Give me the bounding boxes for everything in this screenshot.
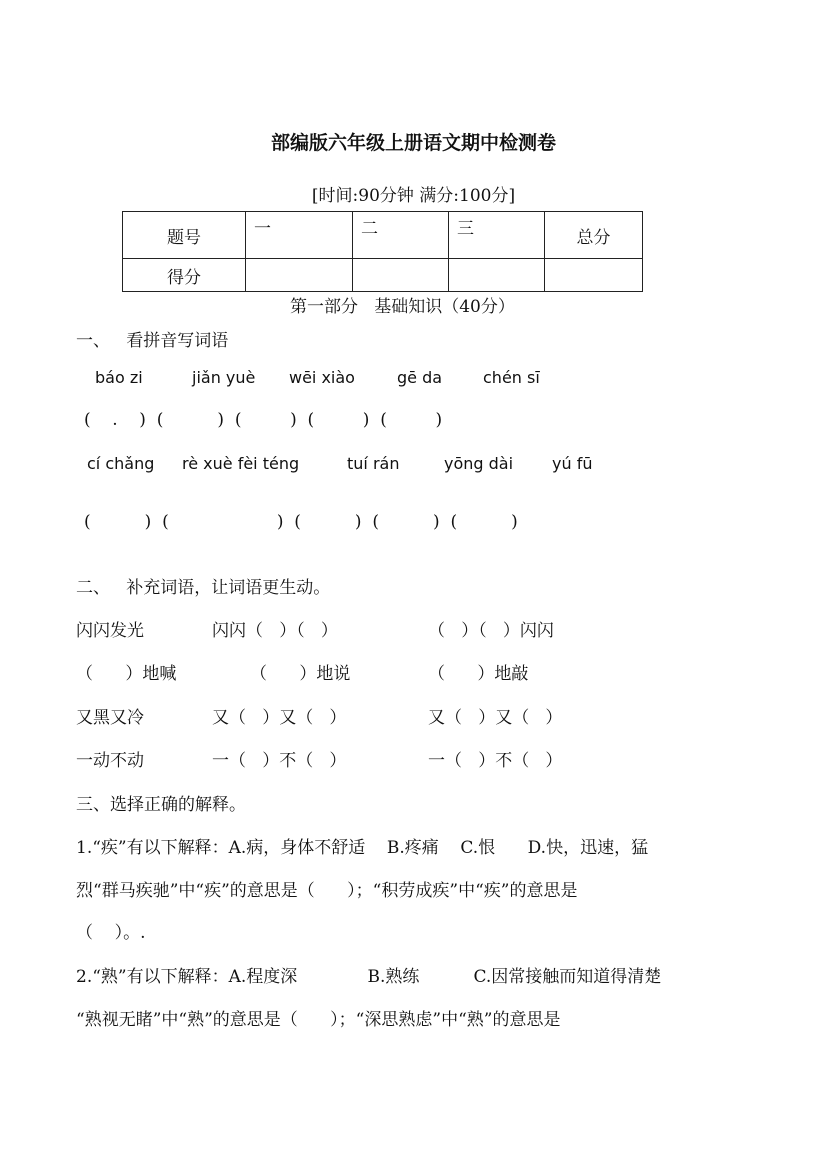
answer-blanks-row2[interactable]: ( ) ( ) ( ) ( ) ( ) — [84, 512, 518, 532]
q2-example: 闪闪发光 — [76, 621, 144, 641]
score-table-score-row — [123, 259, 643, 292]
q3-item2-line: 2.“熟”有以下解释：A.程度深 B.熟练 C.因常接触而知道得清楚 — [76, 967, 662, 987]
pinyin-word: yú fū — [552, 454, 593, 473]
pinyin-word: tuí rán — [347, 454, 400, 473]
score-cell[interactable] — [353, 259, 449, 292]
pinyin-word: rè xuè fèi téng — [182, 454, 300, 473]
q2-blank-item[interactable]: （ ）（ ）闪闪 — [428, 621, 554, 641]
part1-heading: 第一部分 基础知识（40分） — [290, 297, 515, 317]
q3-item1-line: 烈“群马疾驰”中“疾”的意思是（ ）；“积劳成疾”中“疾”的意思是 — [76, 881, 578, 901]
q3-item1-line: （ ）。. — [76, 923, 146, 943]
page-title: 部编版六年级上册语文期中检测卷 — [270, 132, 556, 154]
q2-example: 又黑又冷 — [76, 708, 144, 728]
q3-item2-line: “熟视无睹”中“熟”的意思是（ ）；“深思熟虑”中“熟”的意思是 — [76, 1010, 561, 1030]
score-table — [122, 211, 643, 292]
q3-heading: 三、选择正确的解释。 — [76, 795, 246, 815]
q2-blank-item[interactable]: 又（ ）又（ ） — [428, 708, 563, 728]
score-table-header-row — [123, 212, 643, 259]
q2-blank-item[interactable]: （ ）地喊 — [76, 664, 177, 684]
pinyin-word: gē da — [397, 368, 443, 387]
pinyin-word: yōng dài — [444, 454, 514, 473]
score-cell[interactable] — [246, 259, 353, 292]
score-row-label: 得分 — [123, 259, 246, 292]
q2-blank-item[interactable]: 又（ ）又（ ） — [212, 708, 347, 728]
score-table-header-cell: 一 — [246, 212, 353, 259]
pinyin-word: cí chǎng — [87, 454, 155, 473]
q2-blank-item[interactable]: 一（ ）不（ ） — [212, 751, 347, 771]
pinyin-word: chén sī — [483, 368, 540, 387]
score-cell[interactable] — [449, 259, 545, 292]
q2-heading: 二、 补充词语，让词语更生动。 — [76, 578, 331, 598]
q2-blank-item[interactable]: （ ）地敲 — [428, 664, 529, 684]
exam-info: [时间:90分钟 满分:100分] — [311, 186, 516, 206]
q2-blank-item[interactable]: （ ）地说 — [250, 664, 351, 684]
score-table-header-cell: 三 — [449, 212, 545, 259]
q2-blank-item[interactable]: 闪闪（ ）（ ） — [212, 621, 338, 641]
pinyin-word: báo zi — [95, 368, 143, 387]
score-table-header-cell: 二 — [353, 212, 449, 259]
pinyin-word: jiǎn yuè — [192, 368, 256, 387]
q2-example: 一动不动 — [76, 751, 144, 771]
pinyin-word: wēi xiào — [289, 368, 355, 387]
score-table-header-cell: 题号 — [123, 212, 246, 259]
q2-blank-item[interactable]: 一（ ）不（ ） — [428, 751, 563, 771]
q3-item1-line: 1.“疾”有以下解释：A.病，身体不舒适 B.疼痛 C.恨 D.快，迅速，猛 — [76, 838, 649, 858]
answer-blanks-row1[interactable]: ( . ) ( ) ( ) ( ) ( ) — [84, 410, 443, 430]
score-cell[interactable] — [545, 259, 643, 292]
q1-heading: 一、 看拼音写词语 — [76, 331, 229, 351]
score-table-header-cell: 总分 — [545, 212, 643, 259]
